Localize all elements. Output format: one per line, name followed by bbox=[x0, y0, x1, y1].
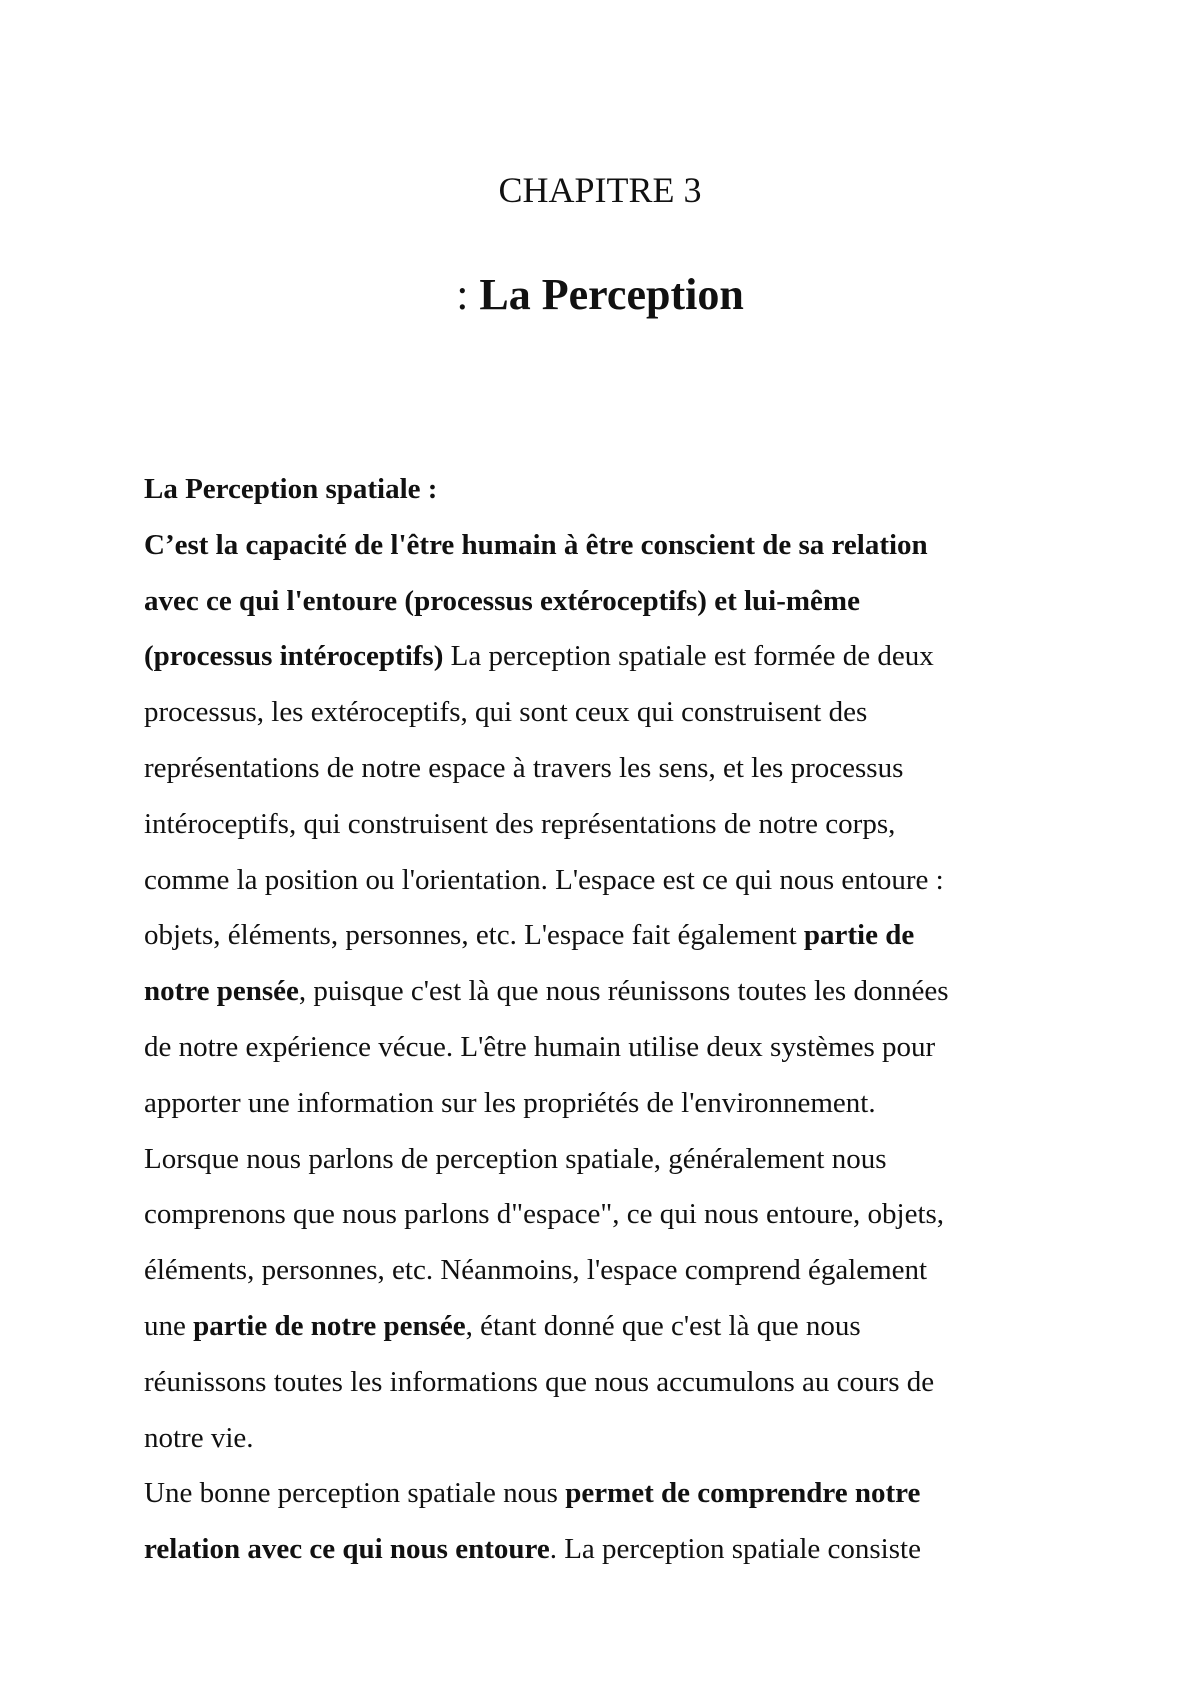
text-run: . La perception spatiale consiste bbox=[549, 1533, 921, 1566]
text-run: apporter une information sur les propriétés de l'environnement. bbox=[144, 1086, 876, 1119]
text-line bbox=[144, 518, 1064, 574]
text-run: comprenons que nous parlons d"espace", ce qui nous entoure, objets, bbox=[144, 1198, 945, 1231]
text-run: éléments, personnes, etc. Néanmoins, l'espace comprend également bbox=[144, 1254, 928, 1287]
text-line bbox=[144, 629, 1064, 685]
text-line bbox=[144, 1466, 1064, 1522]
text-run: notre vie. bbox=[144, 1421, 254, 1454]
text-run: une bbox=[144, 1309, 194, 1342]
text-line bbox=[144, 1411, 1064, 1467]
text-line bbox=[144, 908, 1064, 964]
chapter-title bbox=[0, 268, 1200, 322]
section-heading bbox=[144, 462, 1064, 518]
text-line bbox=[144, 741, 1064, 797]
text-line bbox=[144, 1020, 1064, 1076]
body-text bbox=[144, 462, 1064, 1578]
text-run: intéroceptifs, qui construisent des représentations de notre corps, bbox=[144, 807, 896, 840]
bold-text-run: C’est la capacité de l'être humain à être conscient de sa relation bbox=[144, 528, 928, 561]
bold-text-run: partie de notre pensée bbox=[193, 1309, 466, 1342]
bold-text-run: partie de bbox=[803, 919, 915, 952]
text-line bbox=[144, 1522, 1064, 1578]
text-line bbox=[144, 1299, 1064, 1355]
text-run: , étant donné que c'est là que nous bbox=[465, 1309, 861, 1342]
text-line bbox=[144, 1243, 1064, 1299]
text-run: La perception spatiale est formée de deux bbox=[443, 640, 934, 673]
bold-text-run: La Perception spatiale : bbox=[144, 473, 438, 505]
bold-text-run: avec ce qui l'entoure (processus extéroceptifs) et lui-même bbox=[144, 584, 860, 617]
text-line bbox=[144, 853, 1064, 909]
chapter-title-prefix: : bbox=[456, 270, 480, 319]
chapter-title-text: La Perception bbox=[479, 270, 744, 319]
bold-text-run: (processus intéroceptifs) bbox=[144, 640, 444, 673]
bold-text-run: permet de comprendre notre bbox=[565, 1477, 921, 1510]
text-line bbox=[144, 574, 1064, 630]
text-run: représentations de notre espace à travers les sens, et les processus bbox=[144, 751, 904, 784]
bold-text-run: notre pensée bbox=[144, 975, 299, 1008]
text-run: comme la position ou l'orientation. L'espace est ce qui nous entoure : bbox=[144, 863, 944, 896]
text-line bbox=[144, 685, 1064, 741]
text-run: réunissons toutes les informations que nous accumulons au cours de bbox=[144, 1365, 935, 1398]
text-line bbox=[144, 1076, 1064, 1132]
text-run: Lorsque nous parlons de perception spatiale, généralement nous bbox=[144, 1142, 887, 1175]
text-line bbox=[144, 1187, 1064, 1243]
text-run: objets, éléments, personnes, etc. L'espace fait également bbox=[144, 919, 804, 952]
chapter-label: CHAPITRE 3 bbox=[498, 170, 702, 210]
text-line bbox=[144, 964, 1064, 1020]
text-run: de notre expérience vécue. L'être humain utilise deux systèmes pour bbox=[144, 1030, 936, 1063]
text-line bbox=[144, 797, 1064, 853]
text-run: , puisque c'est là que nous réunissons toutes les données bbox=[298, 975, 949, 1008]
bold-text-run: relation avec ce qui nous entoure bbox=[144, 1533, 550, 1566]
text-run: Une bonne perception spatiale nous bbox=[144, 1477, 566, 1510]
text-run: processus, les extéroceptifs, qui sont ceux qui construisent des bbox=[144, 696, 868, 729]
text-line bbox=[144, 1132, 1064, 1188]
text-line bbox=[144, 1355, 1064, 1411]
